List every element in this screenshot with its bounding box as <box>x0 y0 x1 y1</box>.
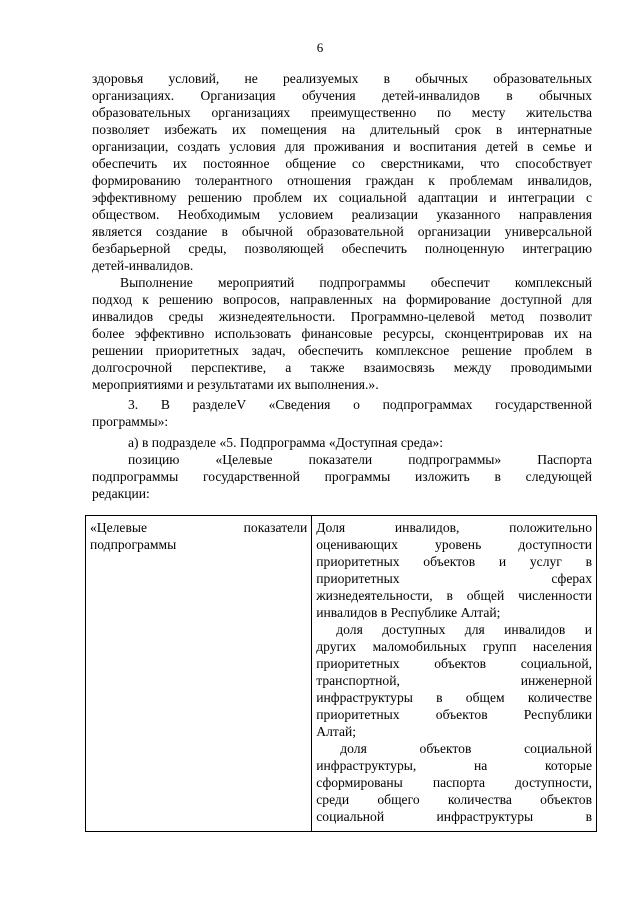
paragraph-1-line: обществом. Необходимым условием реализации указанного направления <box>92 207 592 222</box>
indicator-value-line: среди общего количества объектов <box>316 792 592 807</box>
paragraph-1-line: эффективному решению проблем их социальной адаптации и интеграции с <box>92 190 592 205</box>
paragraph-3-line: программы»: <box>92 414 169 429</box>
paragraph-2-line: мероприятиями и результатами их выполнения.». <box>92 377 379 392</box>
paragraph-4-line: а) в подразделе «5. Подпрограмма «Доступная среда»: <box>128 435 444 450</box>
paragraph-5-line: позицию «Целевые показатели подпрограммы» Паспорта <box>128 452 592 467</box>
indicator-value-line: сформированы паспорта доступности, <box>316 775 592 790</box>
indicator-value-line: транспортной, инженерной <box>316 673 592 688</box>
indicator-value-line: Доля инвалидов, положительно <box>316 520 592 535</box>
indicator-value-cell <box>312 516 597 832</box>
paragraph-1-line: обеспечить их постоянное общение со сверстниками, что способствует <box>92 156 592 171</box>
indicator-label-line: подпрограммы <box>90 537 177 552</box>
paragraph-1-line: детей-инвалидов. <box>92 258 194 273</box>
paragraph-2-line: решении приоритетных задач, обеспечить комплексное решение проблем в <box>92 343 592 358</box>
paragraph-1-line: формированию толерантного отношения граждан к проблемам инвалидов, <box>92 173 592 188</box>
paragraph-2-line: Выполнение мероприятий подпрограммы обеспечит комплексный <box>120 275 592 290</box>
target-indicators-table <box>85 515 597 832</box>
paragraph-1-line: организациях. Организация обучения детей-инвалидов в обычных <box>92 88 592 103</box>
paragraph-1-line: организации, создать условия для проживания и воспитания детей в семье и <box>92 139 592 154</box>
indicator-label-line: «Целевые показатели <box>90 520 308 535</box>
indicator-value-line: приоритетных объектов социальной, <box>316 656 592 671</box>
indicator-label-cell <box>86 516 312 832</box>
indicator-value-line: инфраструктуры в общем количестве <box>316 690 592 705</box>
indicator-value-line: инвалидов в Республике Алтай; <box>316 605 501 620</box>
paragraph-1-line: здоровья условий, не реализуемых в обычных образовательных <box>92 71 592 86</box>
indicator-value-line: других маломобильных групп населения <box>316 639 592 654</box>
indicator-value-line: оценивающих уровень доступности <box>316 537 592 552</box>
paragraph-2-line: подход к решению вопросов, направленных на формирование доступной для <box>92 292 592 307</box>
paragraph-5-line: подпрограммы государственной программы изложить в следующей <box>92 469 592 484</box>
indicator-value-line: Алтай; <box>316 724 357 739</box>
page-number: 6 <box>316 40 324 55</box>
indicator-value-line: приоритетных объектов и услуг в <box>316 554 592 569</box>
indicator-value-line: приоритетных сферах <box>316 571 592 586</box>
paragraph-1-line: позволяет избежать их помещения на длительный срок в интернатные <box>92 122 592 137</box>
paragraph-2-line: инвалидов среды жизнедеятельности. Программно-целевой метод позволит <box>92 309 592 324</box>
indicator-value-line: социальной инфраструктуры в <box>316 809 592 824</box>
table-row <box>86 516 597 832</box>
indicator-value-line: инфраструктуры, на которые <box>316 758 592 773</box>
indicator-value-line: доля объектов социальной <box>340 741 592 756</box>
paragraph-2-line: более эффективно использовать финансовые ресурсы, сконцентрировав их на <box>92 326 592 341</box>
paragraph-1-line: безбарьерной среды, позволяющей обеспечить полноценную интеграцию <box>92 241 592 256</box>
paragraph-1-line: образовательных организациях преимущественно по месту жительства <box>92 105 592 120</box>
paragraph-2-line: долгосрочной перспективе, а также взаимосвязь между проводимыми <box>92 360 592 375</box>
paragraph-5-line: редакции: <box>92 486 150 501</box>
indicator-value-line: жизнедеятельности, в общей численности <box>316 588 592 603</box>
indicator-value-line: приоритетных объектов Республики <box>316 707 592 722</box>
indicator-value-line: доля доступных для инвалидов и <box>336 622 592 637</box>
paragraph-1-line: является создание в обычной образовательной организации универсальной <box>92 224 592 239</box>
paragraph-3-line: 3. В разделеV «Сведения о подпрограммах государственной <box>128 397 592 412</box>
